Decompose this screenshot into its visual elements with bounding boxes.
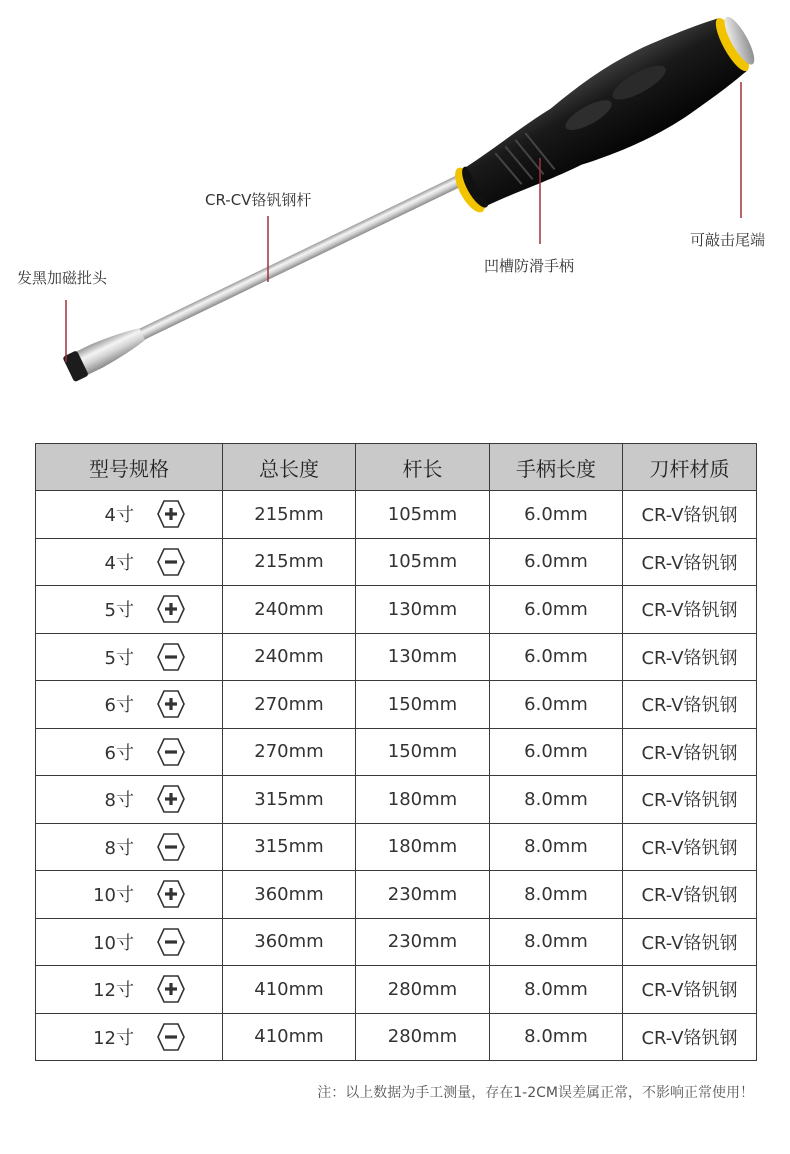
table-row [36,1013,757,1061]
table-row [36,586,757,634]
slotted-icon [157,1023,185,1051]
rod-callout: CR-CV铬钒钢杆 [205,191,312,209]
cell-rod-length: 280mm [356,1013,490,1061]
phillips-icon [157,690,185,718]
cell-rod-length: 150mm [356,728,490,776]
phillips-icon [157,500,185,528]
cell-handle-length: 8.0mm [490,1013,623,1061]
model-size-label: 4寸 [104,552,134,574]
cell-material: CR-V铬钒钢 [623,586,757,634]
model-size-label: 10寸 [93,885,134,907]
handle [441,0,766,231]
slotted-icon [157,643,185,671]
cell-rod-length: 230mm [356,871,490,919]
table-row [36,776,757,824]
table-header-row [36,444,757,491]
spec-table [35,443,757,1061]
cell-total-length: 215mm [223,491,356,539]
cell-rod-length: 105mm [356,538,490,586]
cell-model [36,823,223,871]
model-size-label: 8寸 [104,790,134,812]
model-size-label: 5寸 [104,647,134,669]
cell-handle-length: 6.0mm [490,633,623,681]
cell-rod-length: 230mm [356,918,490,966]
header-model: 型号规格 [36,444,223,491]
rod [140,159,496,340]
tip-callout: 发黑加磁批头 [17,269,108,287]
header-material: 刀杆材质 [623,444,757,491]
cell-material: CR-V铬钒钢 [623,1013,757,1061]
cell-model [36,966,223,1014]
cell-rod-length: 130mm [356,633,490,681]
grip-body [457,8,753,222]
cell-handle-length: 6.0mm [490,586,623,634]
slotted-icon [157,548,185,576]
cell-rod-length: 280mm [356,966,490,1014]
cell-total-length: 240mm [223,586,356,634]
screwdriver-illustration [0,0,790,420]
cell-rod-length: 105mm [356,491,490,539]
cell-total-length: 270mm [223,728,356,776]
cell-handle-length: 6.0mm [490,491,623,539]
table-row [36,681,757,729]
model-size-label: 10寸 [93,932,134,954]
table-body [36,491,757,1061]
cell-total-length: 215mm [223,538,356,586]
cell-rod-length: 150mm [356,681,490,729]
cell-material: CR-V铬钒钢 [623,681,757,729]
table-row [36,823,757,871]
cell-material: CR-V铬钒钢 [623,538,757,586]
table-row [36,728,757,776]
cell-total-length: 270mm [223,681,356,729]
cell-material: CR-V铬钒钢 [623,776,757,824]
header-rod-length: 杆长 [356,444,490,491]
phillips-icon [157,595,185,623]
table-row [36,966,757,1014]
slotted-icon [157,738,185,766]
cell-total-length: 410mm [223,1013,356,1061]
cell-handle-length: 6.0mm [490,681,623,729]
grip-callout: 凹槽防滑手柄 [484,257,575,275]
cell-model [36,776,223,824]
cell-total-length: 360mm [223,871,356,919]
cell-total-length: 360mm [223,918,356,966]
cell-total-length: 240mm [223,633,356,681]
model-size-label: 12寸 [93,980,134,1002]
table-row [36,918,757,966]
phillips-icon [157,880,185,908]
slotted-icon [157,833,185,861]
header-total-length: 总长度 [223,444,356,491]
cell-handle-length: 8.0mm [490,823,623,871]
end-callout: 可敲击尾端 [690,231,766,249]
phillips-icon [157,785,185,813]
cell-rod-length: 180mm [356,823,490,871]
table-row [36,538,757,586]
table-row [36,871,757,919]
model-size-label: 12寸 [93,1027,134,1049]
cell-handle-length: 8.0mm [490,871,623,919]
cell-model [36,871,223,919]
header-handle-length: 手柄长度 [490,444,623,491]
cell-material: CR-V铬钒钢 [623,966,757,1014]
cell-material: CR-V铬钒钢 [623,823,757,871]
table-row [36,491,757,539]
phillips-icon [157,975,185,1003]
model-size-label: 4寸 [104,505,134,527]
cell-handle-length: 8.0mm [490,966,623,1014]
cell-model [36,681,223,729]
cell-handle-length: 6.0mm [490,728,623,776]
cell-handle-length: 8.0mm [490,918,623,966]
cell-rod-length: 180mm [356,776,490,824]
cell-material: CR-V铬钒钢 [623,728,757,776]
cell-model [36,538,223,586]
cell-model [36,918,223,966]
cell-material: CR-V铬钒钢 [623,491,757,539]
cell-model [36,491,223,539]
cell-material: CR-V铬钒钢 [623,871,757,919]
cell-model [36,728,223,776]
cell-total-length: 315mm [223,776,356,824]
cell-rod-length: 130mm [356,586,490,634]
shaft [62,152,499,383]
cell-model [36,633,223,681]
cell-material: CR-V铬钒钢 [623,918,757,966]
cell-material: CR-V铬钒钢 [623,633,757,681]
cell-total-length: 315mm [223,823,356,871]
cell-model [36,586,223,634]
model-size-label: 8寸 [104,837,134,859]
model-size-label: 5寸 [104,600,134,622]
cell-handle-length: 8.0mm [490,776,623,824]
slotted-icon [157,928,185,956]
cell-total-length: 410mm [223,966,356,1014]
table-row [36,633,757,681]
model-size-label: 6寸 [104,742,134,764]
cell-handle-length: 6.0mm [490,538,623,586]
footnote: 注：以上数据为手工测量，存在1-2CM误差属正常，不影响正常使用！ [317,1085,754,1101]
cell-model [36,1013,223,1061]
model-size-label: 6寸 [104,695,134,717]
